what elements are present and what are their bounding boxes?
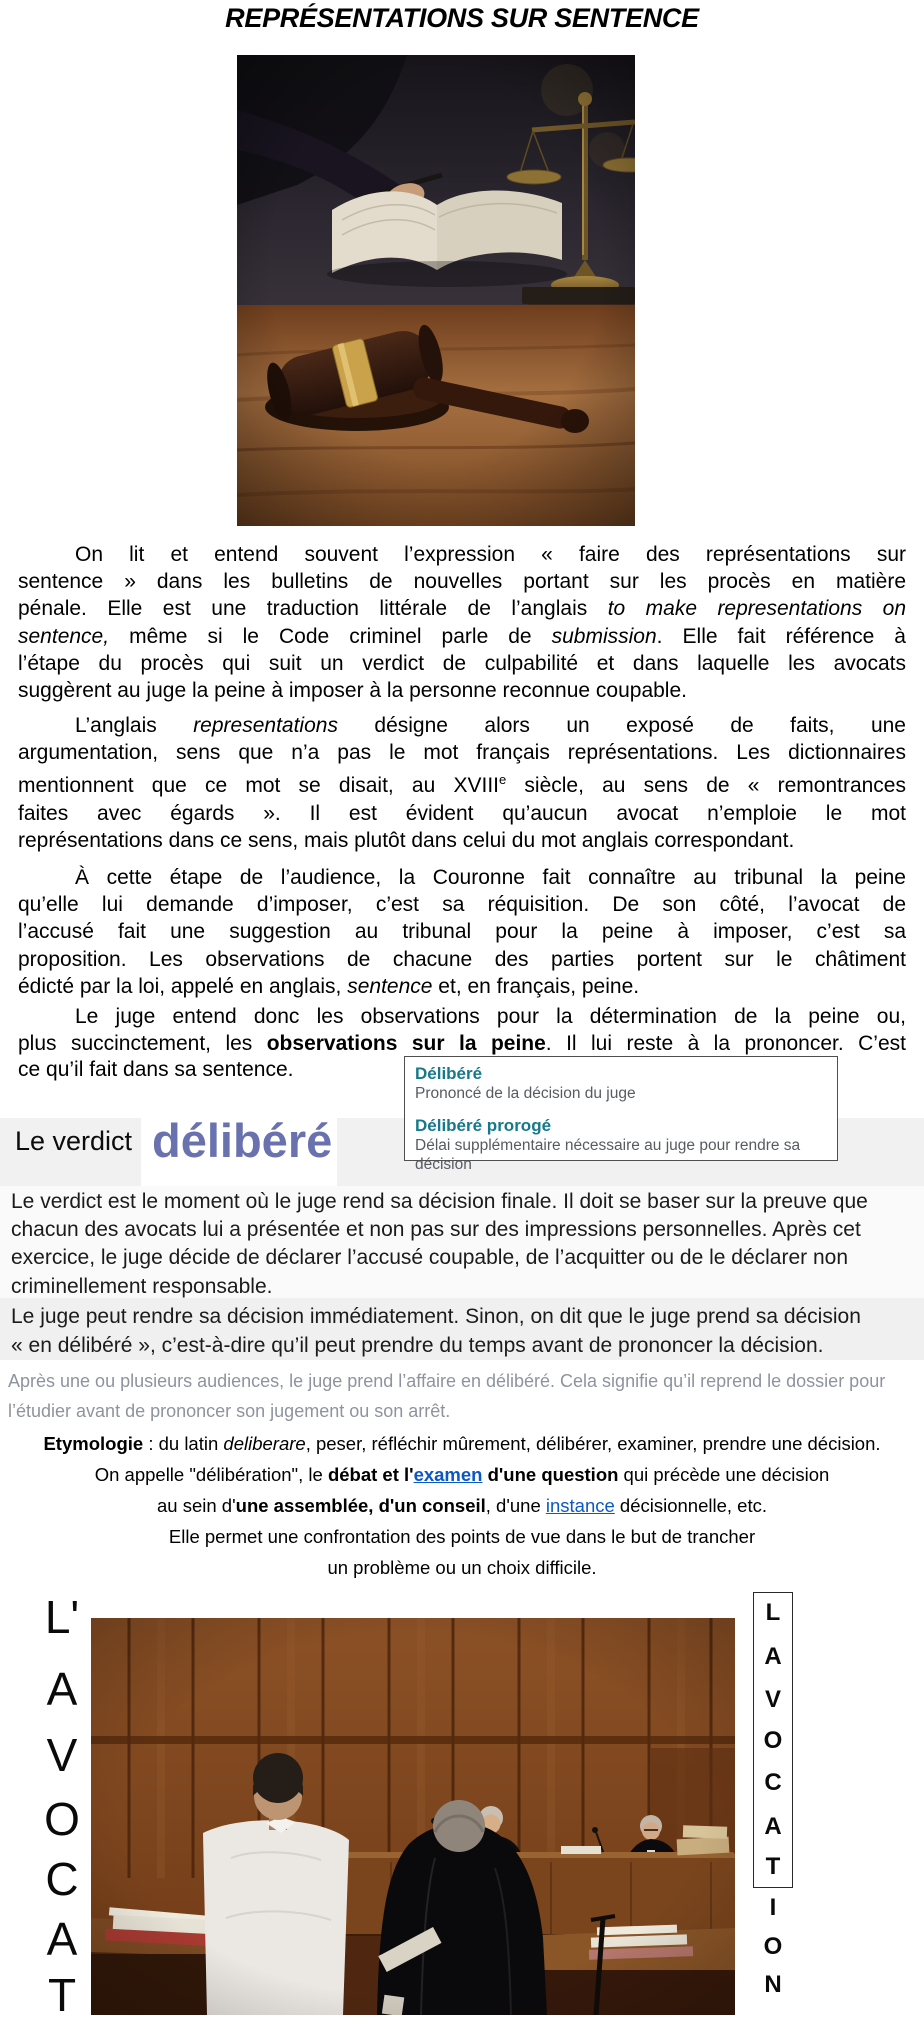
text-line: qu’elle lui demande d’imposer, c’est sa réquisition. De son côté, l’avocat de [18, 893, 906, 917]
courtroom-photo [91, 1618, 735, 2015]
text-line: Le juge peut rendre sa décision immédiatement. Sinon, on dit que le juge prend sa décision [11, 1305, 861, 1328]
paragraph-anglais-representations [18, 712, 906, 854]
paragraph-intro [18, 541, 906, 704]
text-line: ce qu’il fait dans sa sentence. [18, 1058, 294, 1081]
text-line: Etymologie : du latin deliberare, peser, réfléchir mûrement, délibérer, examiner, prendre une décision. [43, 1433, 881, 1454]
vertical-letter-left: T [47, 1969, 77, 2021]
vertical-letter-left: C [45, 1853, 79, 1905]
text-line: sentence, même si le Code criminel parle de submission. Elle fait référence à [18, 624, 906, 648]
vertical-letter-right: T [765, 1853, 781, 1880]
verdict-paragraph-1 [11, 1188, 917, 1301]
vertical-letter-left: L' [44, 1591, 80, 1643]
text-line: suggèrent au juge la peine à imposer à la personne reconnue coupable. [18, 679, 687, 703]
text-line: À cette étape de l’audience, la Couronne fait connaître au tribunal la peine [75, 866, 906, 889]
text-line: l’étudier avant de prononcer son jugement ou son arrêt. [8, 1401, 451, 1421]
text-line: Le verdict est le moment où le juge rend sa décision finale. Il doit se baser sur la preuve que [11, 1190, 868, 1213]
text-line: édicté par la loi, appelé en anglais, sentence et, en français, peine. [18, 974, 640, 998]
verdict-paragraph-2 [11, 1302, 917, 1360]
vertical-letter-left: A [46, 1913, 78, 1965]
vertical-letter-left: V [46, 1729, 78, 1781]
text-line: L’anglais representations désigne alors un exposé de faits, une [75, 714, 906, 737]
text-line: l’étape du procès qui suit un verdict de culpabilité et dans laquelle les avocats [18, 651, 906, 675]
definition-term-delibere[interactable]: Délibéré [415, 1064, 483, 1083]
text-line: pénale. Elle est une traduction littérale de l’anglais to make representations on [18, 597, 906, 621]
vertical-letter-left: A [46, 1663, 78, 1715]
vertical-letter-right: C [764, 1769, 782, 1796]
text-line: On appelle "délibération", le débat et l'examen d'une question qui précède une décision [94, 1464, 830, 1485]
text-line: chacun des avocats lui a présentée et non pas sur des impressions personnelles. Après cet [11, 1218, 861, 1242]
etymology-block [0, 1428, 924, 1583]
vertical-letter-right: L [765, 1599, 781, 1626]
text-line: sentence » dans les bulletins de nouvelles portant sur les procès en matière [18, 570, 906, 594]
text-line: plus succinctement, les observations sur la peine. Il lui reste à la prononcer. C’est [18, 1031, 906, 1055]
text-line: un problème ou un choix difficile. [327, 1557, 597, 1578]
text-line: Après une ou plusieurs audiences, le juge prend l’affaire en délibéré. Cela signifie qu’il reprend le dossier pour [8, 1371, 886, 1391]
vertical-letter-right: N [764, 1971, 782, 1998]
page-title: REPRÉSENTATIONS SUR SENTENCE [225, 3, 699, 33]
link-instance[interactable]: instance [545, 1495, 615, 1516]
text-line: mentionnent que ce mot se disait, au XVIIIe siècle, au sens de « remontrances [18, 772, 906, 798]
text-line: argumentation, sens que n’a pas le mot français représentations. Les dictionnaires [18, 741, 906, 765]
verdict-heading: Le verdict [15, 1126, 133, 1156]
definition-text-delibere-proroge: Délai supplémentaire nécessaire au juge pour rendre sa décision [415, 1137, 801, 1173]
text-line: l’accusé fait une suggestion au tribunal pour la peine à imposer, c’est sa [18, 920, 906, 944]
text-line: représentations dans ce sens, mais plutôt dans celui du mot anglais correspondant. [18, 828, 795, 852]
text-line: « en délibéré », c’est-à-dire qu’il peut prendre du temps avant de prononcer la décision. [11, 1334, 824, 1357]
delibere-big-word: délibéré [152, 1114, 333, 1167]
gavel-photo [237, 55, 635, 526]
gavel-photo-art [237, 55, 635, 526]
text-line: faites avec égards ». Il est évident qu’aucun avocat n’emploie le mot [18, 801, 906, 825]
paragraph-couronne [18, 864, 906, 1000]
link-examen[interactable]: examen [413, 1464, 483, 1485]
text-line: On lit et entend souvent l’expression « faire des représentations sur [75, 543, 906, 566]
text-line: Elle permet une confrontation des points de vue dans le but de trancher [168, 1526, 756, 1547]
deliberation-note [8, 1366, 918, 1426]
text-line: criminellement responsable. [11, 1274, 273, 1298]
vertical-letter-right: O [763, 1933, 783, 1960]
text-line: exercice, le juge décide de déclarer l’accusé coupable, de l’acquitter ou de le déclarer non [11, 1246, 849, 1270]
text-line: au sein d'une assemblée, d'un conseil, d'une instance décisionnelle, etc. [157, 1495, 767, 1516]
vertical-letter-right: A [764, 1643, 782, 1670]
vertical-letter-right: V [764, 1686, 781, 1713]
vertical-letter-right: A [764, 1813, 782, 1840]
courtroom-photo-art [91, 1618, 735, 2015]
text-line: proposition. Les observations de chacune des parties portent sur le châtiment [18, 947, 906, 971]
definition-text-delibere: Prononcé de la décision du juge [415, 1085, 636, 1102]
vertical-letter-left: O [44, 1793, 80, 1845]
definition-term-delibere-proroge[interactable]: Délibéré prorogé [415, 1116, 552, 1135]
deliberate-definition-box [404, 1056, 838, 1173]
text-line: Le juge entend donc les observations pour la détermination de la peine ou, [75, 1005, 906, 1028]
vertical-letter-right: O [763, 1727, 783, 1754]
vertical-letter-right: I [769, 1894, 777, 1921]
